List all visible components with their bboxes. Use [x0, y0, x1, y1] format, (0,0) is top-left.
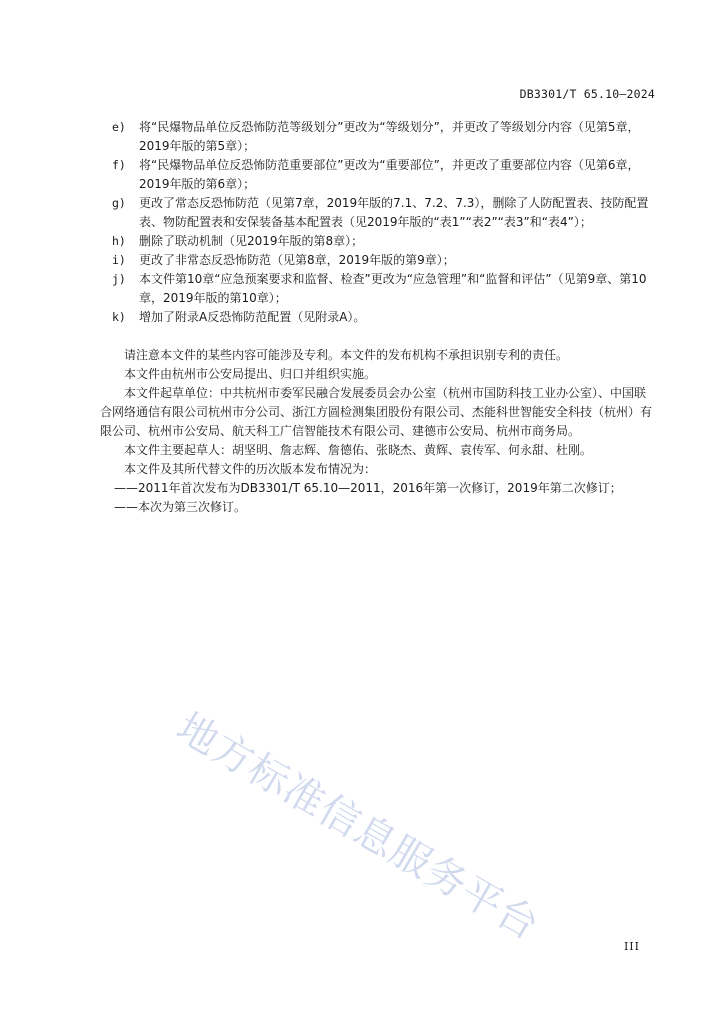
change-text: 删除了联动机制（见2019年版的第8章）；: [139, 234, 364, 248]
list-marker: f): [112, 158, 126, 172]
change-item-h: [112, 232, 656, 251]
history-item: ——2011年首次发布为DB3301/T 65.10—2011，2016年第一次修订，2019年第二次修订；: [114, 481, 622, 495]
list-marker: e): [112, 120, 126, 134]
change-text: 更改了常态反恐怖防范（见第7章，2019年版的7.1、7.2、7.3），删除了人防配置表、技防配置表、物防配置表和安保装备基本配置表（见2019年版的“表1”“表2”“表3”和“表4”）；: [139, 196, 649, 229]
change-text: 更改了非常态反恐怖防范（见第8章，2019年版的第9章）；: [139, 253, 455, 267]
change-item-f: [112, 156, 656, 194]
history-intro: 本文件及其所代替文件的历次版本发布情况为：: [124, 462, 377, 476]
change-item-k: [112, 308, 656, 327]
change-item-j: [112, 270, 656, 308]
page-number: III: [623, 940, 640, 953]
proposer-statement: 本文件由杭州市公安局提出、归口并组织实施。: [124, 367, 377, 381]
patent-notice: 请注意本文件的某些内容可能涉及专利。本文件的发布机构不承担识别专利的责任。: [124, 348, 569, 362]
watermark: 地方标准信息服务平台: [168, 704, 547, 950]
list-marker: i): [112, 253, 126, 267]
change-text: 增加了附录A反恐怖防范配置（见附录A）。: [139, 310, 366, 324]
change-item-e: [112, 118, 656, 156]
drafting-units: 本文件起草单位：中共杭州市委军民融合发展委员会办公室（杭州市国防科技工业办公室）、中国联合网络通信有限公司杭州市分公司、浙江方圆检测集团股份有限公司、杰能科世智能安全科技（杭州）有限公司、杭州市公安局、航天科工广信智能技术有限公司、建德市公安局、杭州市商务局。: [100, 386, 653, 438]
standard-code: DB3301/T 65.10—2024: [519, 87, 655, 101]
drafters: 本文件主要起草人：胡坚明、詹志辉、詹德佑、张晓杰、黄辉、袁传军、何永甜、杜刚。: [124, 443, 593, 457]
foreword-body: [100, 346, 656, 517]
change-item-g: [112, 194, 656, 232]
list-marker: k): [112, 310, 126, 324]
change-text: 将“民爆物品单位反恐怖防范等级划分”更改为“等级划分”，并更改了等级划分内容（见第5章，2019年版的第5章）；: [139, 120, 640, 153]
change-text: 将“民爆物品单位反恐怖防范重要部位”更改为“重要部位”，并更改了重要部位内容（见第6章，2019年版的第6章）；: [139, 158, 640, 191]
change-list: [112, 118, 656, 327]
list-marker: g): [112, 196, 126, 210]
list-marker: h): [112, 234, 126, 248]
list-marker: j): [112, 272, 126, 286]
change-item-i: [112, 251, 656, 270]
history-item: ——本次为第三次修订。: [114, 500, 247, 514]
change-text: 本文件第10章“应急预案要求和监督、检查”更改为“应急管理”和“监督和评估”（见第9章、第10章，2019年版的第10章）；: [139, 272, 647, 305]
